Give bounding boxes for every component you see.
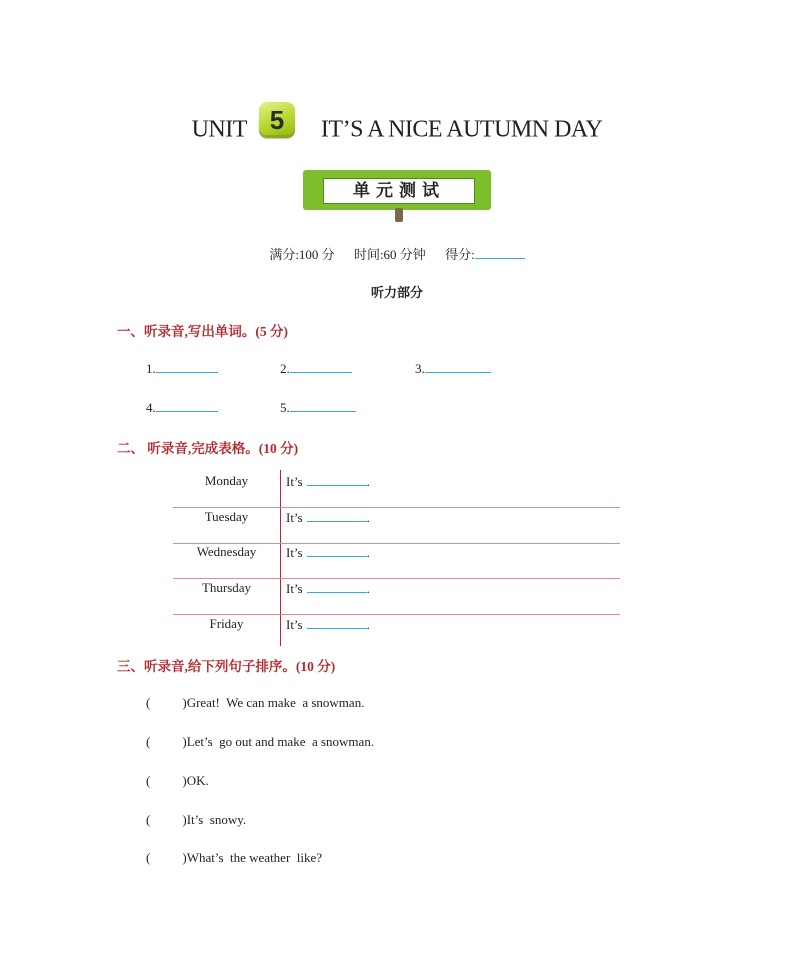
answer-blank-1[interactable] xyxy=(156,360,218,373)
answer-prefix: It’s xyxy=(286,474,303,489)
table-day-tuesday: Tuesday xyxy=(204,509,249,524)
close-paren: ) xyxy=(182,812,187,827)
part-title: 听力部分 xyxy=(370,285,423,300)
close-paren: ) xyxy=(182,695,187,710)
section1-heading: 一、听录音,写出单词。(5 分) xyxy=(117,324,288,339)
open-paren: ( xyxy=(146,773,151,788)
unit-test-banner xyxy=(303,170,493,222)
table-row-line xyxy=(173,578,620,579)
table-row-line xyxy=(173,507,620,508)
ordering-item-2 xyxy=(146,734,374,750)
ordering-item-1 xyxy=(146,695,364,711)
item-number: 4. xyxy=(146,400,156,415)
table-answer-blank[interactable] xyxy=(307,580,367,593)
table-day-thursday: Thursday xyxy=(201,580,252,595)
weather-table xyxy=(173,466,620,650)
unit-title xyxy=(0,105,794,148)
answer-item-4 xyxy=(146,399,218,416)
table-answer-blank[interactable] xyxy=(307,509,367,522)
item-number: 5. xyxy=(280,400,290,415)
section2-heading: 二、 听录音,完成表格。(10 分) xyxy=(117,441,299,456)
exam-time: 时间:60 分钟 xyxy=(353,247,426,262)
sentence-text: It’s snowy. xyxy=(186,812,247,827)
full-score: 满分:100 分 xyxy=(269,247,335,262)
answer-item-2 xyxy=(280,360,352,377)
answer-prefix: It’s xyxy=(286,617,303,632)
table-row-answer xyxy=(286,616,370,633)
answer-end: . xyxy=(366,474,370,489)
close-paren: ) xyxy=(182,773,187,788)
table-row-answer xyxy=(286,580,370,597)
table-answer-blank[interactable] xyxy=(307,473,367,486)
banner-text: 单元测试 xyxy=(323,178,475,204)
item-number: 1. xyxy=(146,361,156,376)
answer-blank-2[interactable] xyxy=(290,360,352,373)
open-paren: ( xyxy=(146,734,151,749)
answer-item-1 xyxy=(146,360,218,377)
table-row-answer xyxy=(286,473,370,490)
table-divider xyxy=(280,470,281,646)
answer-blank-5[interactable] xyxy=(290,399,356,412)
exam-info xyxy=(0,244,794,263)
table-row-line xyxy=(173,614,620,615)
table-day-wednesday: Wednesday xyxy=(196,544,257,559)
ordering-item-3 xyxy=(146,773,209,789)
item-number: 2. xyxy=(280,361,290,376)
sentence-text: What’s the weather like? xyxy=(186,850,323,865)
answer-prefix: It’s xyxy=(286,545,303,560)
open-paren: ( xyxy=(146,695,151,710)
answer-item-5 xyxy=(280,399,356,416)
answer-end: . xyxy=(366,617,370,632)
open-paren: ( xyxy=(146,850,151,865)
answer-end: . xyxy=(366,510,370,525)
sentence-text: Great! We can make a snowman. xyxy=(186,695,365,710)
answer-end: . xyxy=(366,545,370,560)
score-label: 得分: xyxy=(445,247,475,262)
banner-post xyxy=(395,208,403,222)
ordering-item-5 xyxy=(146,850,322,866)
item-number: 3. xyxy=(415,361,425,376)
table-day-monday: Monday xyxy=(204,473,249,488)
close-paren: ) xyxy=(182,850,187,865)
answer-end: . xyxy=(366,581,370,596)
table-day-friday: Friday xyxy=(209,616,244,631)
table-answer-blank[interactable] xyxy=(307,544,367,557)
sentence-text: OK. xyxy=(186,773,209,788)
unit-heading: IT’S A NICE AUTUMN DAY xyxy=(320,116,603,143)
answer-blank-3[interactable] xyxy=(425,360,491,373)
table-row-answer xyxy=(286,544,370,561)
unit-number-badge: 5 xyxy=(259,102,295,138)
ordering-item-4 xyxy=(146,812,246,828)
sentence-text: Let’s go out and make a snowman. xyxy=(186,734,375,749)
answer-blank-4[interactable] xyxy=(156,399,218,412)
score-blank[interactable] xyxy=(475,246,525,259)
table-answer-blank[interactable] xyxy=(307,616,367,629)
answer-prefix: It’s xyxy=(286,581,303,596)
open-paren: ( xyxy=(146,812,151,827)
section3-heading: 三、听录音,给下列句子排序。(10 分) xyxy=(117,659,336,674)
close-paren: ) xyxy=(182,734,187,749)
answer-prefix: It’s xyxy=(286,510,303,525)
answer-item-3 xyxy=(415,360,491,377)
unit-label: UNIT xyxy=(191,116,247,143)
table-row-answer xyxy=(286,509,370,526)
